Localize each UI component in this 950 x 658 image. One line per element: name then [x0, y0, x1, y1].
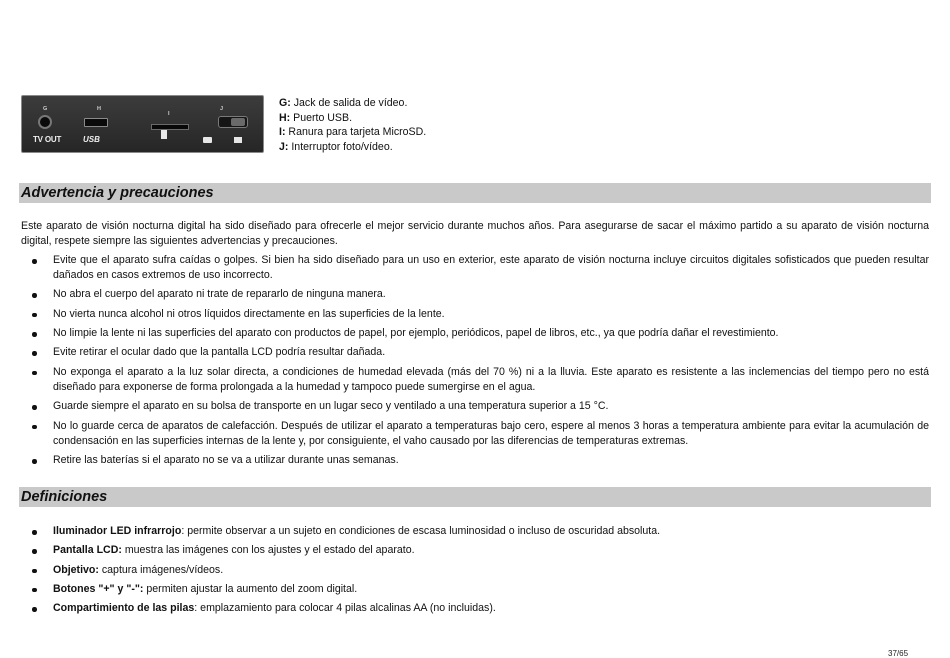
page-number: 37/65 — [888, 649, 909, 658]
section-heading-definitions: Definiciones — [19, 487, 931, 507]
legend-item-j: J: Interruptor foto/vídeo. — [279, 140, 393, 153]
list-item: No lo guarde cerca de aparatos de calefacción. Después de utilizar el aparato a temperaturas bajo cero, espere al menos 3 horas a temperatura ambiente para evitar la acumulación de condensación en las superficies internas de la lente y, por consiguiente, el vaho causado por las diferencias de temperaturas extremas. — [21, 419, 929, 449]
sd-card-icon — [161, 130, 167, 139]
tv-out-label: TV OUT — [33, 135, 62, 144]
list-item: Objetivo: captura imágenes/vídeos. — [21, 563, 929, 578]
list-item: No vierta nunca alcohol ni otros líquidos directamente en las superficies de la lente. — [21, 307, 929, 322]
port-label-g: G — [43, 106, 48, 112]
list-item: Evite que el aparato sufra caídas o golpes. Si bien ha sido diseñado para un uso en exterior, este aparato de visión nocturna incluye circuitos digitales sofisticados que pueden resultar dañados en casos extremos de uso incorrecto. — [21, 253, 929, 283]
warnings-intro: Este aparato de visión nocturna digital ha sido diseñado para ofrecerle el mejor servicio durante muchos años. Para asegurarse de sacar el máximo partido a su aparato de visión nocturna digital, respete siempre las siguientes advertencias y precauciones. — [21, 220, 929, 248]
list-item: Pantalla LCD: muestra las imágenes con los ajustes y el estado del aparato. — [21, 543, 929, 558]
port-label-h: H — [97, 106, 101, 112]
video-jack-icon — [38, 115, 52, 129]
video-camera-icon — [234, 137, 242, 143]
list-item: Iluminador LED infrarrojo: permite observar a un sujeto en condiciones de escasa luminosidad o incluso de oscuridad absoluta. — [21, 524, 929, 539]
list-item: Guarde siempre el aparato en su bolsa de transporte en un lugar seco y ventilado a una temperatura superior a 15 °C. — [21, 399, 929, 414]
list-item: No abra el cuerpo del aparato ni trate de repararlo de ninguna manera. — [21, 287, 929, 302]
port-label-j: J — [220, 106, 224, 112]
ports-legend — [279, 96, 426, 154]
warnings-list — [21, 253, 929, 472]
list-item: Compartimiento de las pilas: emplazamiento para colocar 4 pilas alcalinas AA (no incluidas). — [21, 601, 929, 616]
port-label-i: I — [168, 111, 170, 117]
device-ports-panel — [21, 95, 264, 153]
list-item: No limpie la lente ni las superficies del aparato con productos de papel, por ejemplo, periódicos, papel de libros, etc., ya que podría dañar el revestimiento. — [21, 326, 929, 341]
list-item: Evite retirar el ocular dado que la pantalla LCD podría resultar dañada. — [21, 345, 929, 360]
section-heading-warnings: Advertencia y precauciones — [19, 183, 931, 203]
legend-item-h: H: Puerto USB. — [279, 111, 353, 124]
photo-video-switch-icon — [218, 116, 248, 128]
list-item: No exponga el aparato a la luz solar directa, a condiciones de humedad elevada (más del 70 %) ni a la lluvia. Este aparato es resistente a las inclemencias del tiempo pero no está diseñado para exponerse de forma prolongada a la humedad y tampoco puede sumergirse en el agua. — [21, 365, 929, 395]
list-item: Retire las baterías si el aparato no se va a utilizar durante unas semanas. — [21, 453, 929, 468]
legend-item-g: G: Jack de salida de vídeo. — [279, 97, 408, 109]
usb-label: USB — [83, 135, 100, 144]
definitions-list — [21, 524, 929, 621]
microsd-slot-icon — [151, 124, 189, 130]
legend-item-i: I: Ranura para tarjeta MicroSD. — [279, 126, 427, 139]
camera-icon — [203, 137, 212, 143]
usb-port-icon — [84, 118, 108, 127]
list-item: Botones "+" y "-": permiten ajustar la aumento del zoom digital. — [21, 582, 929, 597]
